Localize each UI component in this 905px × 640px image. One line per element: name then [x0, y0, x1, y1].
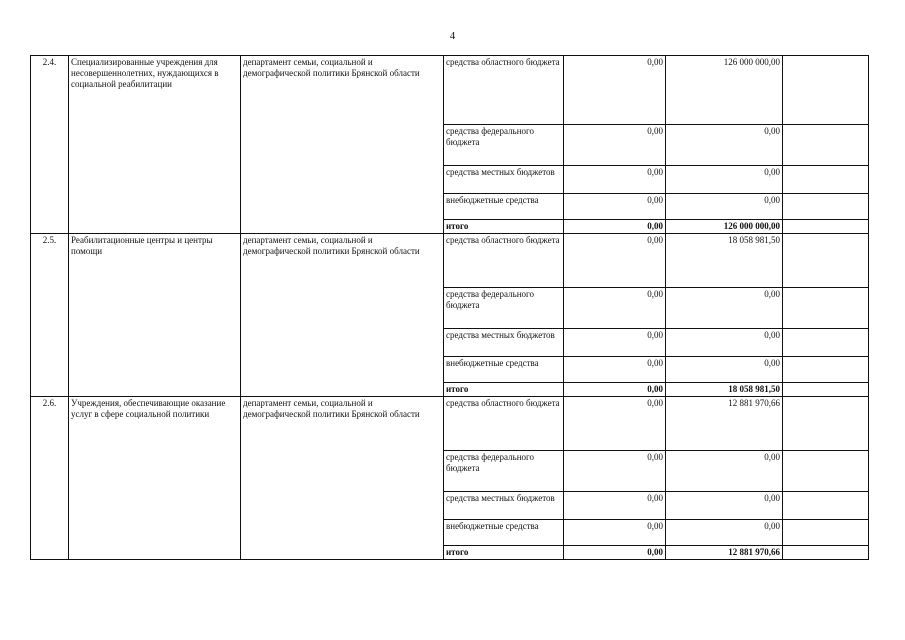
total-amount-2: 18 058 981,50 [666, 383, 783, 397]
total-amount-1: 0,00 [564, 220, 666, 234]
blank-cell [783, 166, 869, 194]
blank-cell [783, 397, 869, 451]
total-amount-2: 126 000 000,00 [666, 220, 783, 234]
blank-cell [783, 288, 869, 329]
funding-source: средства местных бюджетов [444, 166, 564, 194]
funding-source: средства областного бюджета [444, 56, 564, 125]
blank-cell [783, 329, 869, 357]
table-row [31, 397, 869, 451]
funding-source: средства областного бюджета [444, 397, 564, 451]
total-amount-1: 0,00 [564, 546, 666, 560]
funding-source: внебюджетные средства [444, 520, 564, 546]
amount-2: 0,00 [666, 125, 783, 166]
institution-name: Реабилитационные центры и центры помощи [69, 234, 241, 397]
amount-2: 0,00 [666, 492, 783, 520]
amount-1: 0,00 [564, 194, 666, 220]
amount-2: 0,00 [666, 329, 783, 357]
funding-source: средства местных бюджетов [444, 492, 564, 520]
amount-1: 0,00 [564, 125, 666, 166]
blank-cell [783, 492, 869, 520]
department: департамент семьи, социальной и демографической политики Брянской области [241, 397, 444, 560]
total-label: итого [444, 220, 564, 234]
blank-cell [783, 357, 869, 383]
blank-cell [783, 234, 869, 288]
funding-source: средства федерального бюджета [444, 288, 564, 329]
budget-table [30, 55, 869, 560]
amount-2: 0,00 [666, 166, 783, 194]
amount-1: 0,00 [564, 492, 666, 520]
section-number: 2.6. [31, 397, 69, 560]
funding-source: средства областного бюджета [444, 234, 564, 288]
funding-source: внебюджетные средства [444, 194, 564, 220]
amount-2: 0,00 [666, 451, 783, 492]
amount-1: 0,00 [564, 520, 666, 546]
blank-cell [783, 56, 869, 125]
amount-2: 0,00 [666, 288, 783, 329]
total-amount-2: 12 881 970,66 [666, 546, 783, 560]
amount-2: 18 058 981,50 [666, 234, 783, 288]
blank-cell [783, 383, 869, 397]
funding-source: средства федерального бюджета [444, 451, 564, 492]
funding-source: средства местных бюджетов [444, 329, 564, 357]
blank-cell [783, 125, 869, 166]
amount-1: 0,00 [564, 288, 666, 329]
table-row [31, 56, 869, 125]
amount-1: 0,00 [564, 451, 666, 492]
table-row [31, 234, 869, 288]
institution-name: Специализированные учреждения для несовершеннолетних, нуждающихся в социальной реабилитации [69, 56, 241, 234]
amount-1: 0,00 [564, 357, 666, 383]
amount-1: 0,00 [564, 56, 666, 125]
page-number: 4 [449, 30, 456, 42]
total-label: итого [444, 546, 564, 560]
blank-cell [783, 451, 869, 492]
department: департамент семьи, социальной и демографической политики Брянской области [241, 56, 444, 234]
funding-source: средства федерального бюджета [444, 125, 564, 166]
amount-2: 12 881 970,66 [666, 397, 783, 451]
total-amount-1: 0,00 [564, 383, 666, 397]
amount-1: 0,00 [564, 234, 666, 288]
amount-2: 0,00 [666, 520, 783, 546]
amount-1: 0,00 [564, 397, 666, 451]
amount-1: 0,00 [564, 329, 666, 357]
blank-cell [783, 520, 869, 546]
amount-2: 0,00 [666, 194, 783, 220]
section-number: 2.5. [31, 234, 69, 397]
department: департамент семьи, социальной и демографической политики Брянской области [241, 234, 444, 397]
blank-cell [783, 194, 869, 220]
amount-2: 126 000 000,00 [666, 56, 783, 125]
amount-2: 0,00 [666, 357, 783, 383]
section-number: 2.4. [31, 56, 69, 234]
institution-name: Учреждения, обеспечивающие оказание услуг в сфере социальной политики [69, 397, 241, 560]
blank-cell [783, 220, 869, 234]
blank-cell [783, 546, 869, 560]
funding-source: внебюджетные средства [444, 357, 564, 383]
amount-1: 0,00 [564, 166, 666, 194]
total-label: итого [444, 383, 564, 397]
